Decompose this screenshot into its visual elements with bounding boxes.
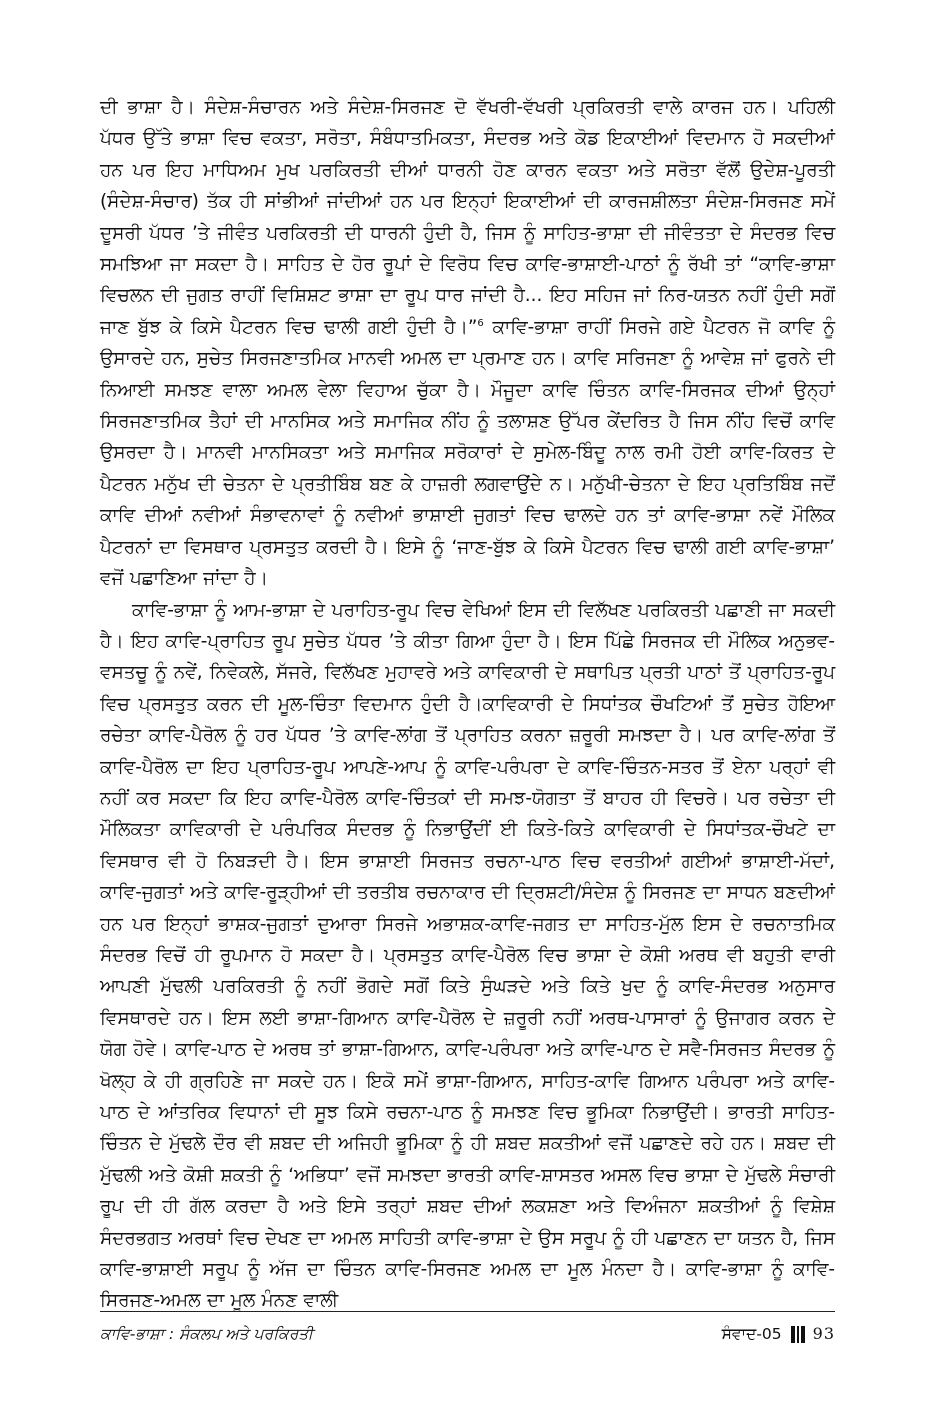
journal-name: ਸੰਵਾਦ-05 bbox=[721, 1325, 782, 1343]
paragraph-text: ਦੀ ਭਾਸ਼ਾ ਹੈ। ਸੰਦੇਸ਼-ਸੰਚਾਰਨ ਅਤੇ ਸੰਦੇਸ਼-ਸਿਰਜਣ ਦੋ ਵੱਖਰੀ-ਵੱਖਰੀ ਪ੍ਰਕਿਰਤੀ ਵਾਲੇ ਕਾਰਜ ਹਨ। ਪਹਿਲੀ ਪੱਧਰ ਉੱਤੇ ਭਾਸ਼ਾ ਵਿਚ ਵਕਤਾ, ਸਰੋਤਾ, ਸੰਬੰਧਾਤਮਿਕਤਾ, ਸੰਦਰਭ ਅਤੇ ਕੋਡ ਇਕਾਈਆਂ ਵਿਦਮਾਨ ਹੋ ਸਕਦੀਆਂ ਹਨ ਪਰ ਇਹ ਮਾਧਿਅਮ ਮੁਖ ਪਰਕਿਰਤੀ ਦੀਆਂ ਧਾਰਨੀ ਹੋਣ ਕਾਰਨ ਵਕਤਾ ਅਤੇ ਸਰੋਤਾ ਵੱਲੋਂ ਉਦੇਸ਼-ਪੂਰਤੀ (ਸੰਦੇਸ਼-ਸੰਚਾਰ) ਤੱਕ ਹੀ ਸਾਂਭੀਆਂ ਜਾਂਦੀਆਂ ਹਨ ਪਰ ਇਨ੍ਹਾਂ ਇਕਾਈਆਂ ਦੀ ਕਾਰਜਸ਼ੀਲਤਾ ਸੰਦੇਸ਼-ਸਿਰਜਣ ਸਮੇਂ ਦੂਸਰੀ ਪੱਧਰ ’ਤੇ ਜੀਵੰਤ ਪਰਕਿਰਤੀ ਦੀ ਧਾਰਨੀ ਹੁੰਦੀ ਹੈ, ਜਿਸ ਨੂੰ ਸਾਹਿਤ-ਭਾਸ਼ਾ ਦੀ ਜੀਵੰਤਤਾ ਦੇ ਸੰਦਰਭ ਵਿਚ ਸਮਝਿਆ ਜਾ ਸਕਦਾ ਹੈ। ਸਾਹਿਤ ਦੇ ਹੋਰ ਰੂਪਾਂ ਦੇ ਵਿਰੋਧ ਵਿਚ ਕਾਵਿ-ਭਾਸ਼ਾਈ-ਪਾਠਾਂ ਨੂੰ ਰੱਖੀ ਤਾਂ “ਕਾਵਿ-ਭਾਸ਼ਾ ਵਿਚਲਨ ਦੀ ਜੁਗਤ ਰਾਹੀਂ ਵਿਸ਼ਿਸ਼ਟ ਭਾਸ਼ਾ ਦਾ ਰੂਪ ਧਾਰ ਜਾਂਦੀ ਹੈ... ਇਹ ਸਹਿਜ ਜਾਂ ਨਿਰ-ਯਤਨ ਨਹੀਂ ਹੁੰਦੀ ਸਗੋਂ ਜਾਣ ਬੁੱਝ ਕੇ ਕਿਸੇ ਪੈਟਰਨ ਵਿਚ ਢਾਲੀ ਗਈ ਹੁੰਦੀ ਹੈ।” bbox=[100, 97, 835, 338]
page-footer bbox=[100, 1322, 835, 1350]
footnote-reference[interactable]: 6 bbox=[477, 317, 484, 329]
running-title: ਕਾਵਿ-ਭਾਸ਼ਾ : ਸੰਕਲਪ ਅਤੇ ਪਰਕਿਰਤੀ bbox=[100, 1325, 313, 1343]
footer-journal-info bbox=[722, 1322, 835, 1346]
body-paragraph bbox=[100, 92, 835, 595]
footer-divider bbox=[100, 1311, 835, 1312]
article-body bbox=[100, 92, 835, 1317]
paragraph-text-continued: ਕਾਵਿ-ਭਾਸ਼ਾ ਰਾਹੀਂ ਸਿਰਜੇ ਗਏ ਪੈਟਰਨ ਜੋ ਕਾਵਿ ਨੂੰ ਉਸਾਰਦੇ ਹਨ, ਸੁਚੇਤ ਸਿਰਜਣਾਤਮਿਕ ਮਾਨਵੀ ਅਮਲ ਦਾ ਪ੍ਰਮਾਣ ਹਨ। ਕਾਵਿ ਸਰਿਜਣਾ ਨੂੰ ਆਵੇਸ਼ ਜਾਂ ਫੁਰਨੇ ਦੀ ਨਿਆਈ ਸਮਝਣ ਵਾਲਾ ਅਮਲ ਵੇਲਾ ਵਿਹਾਅ ਚੁੱਕਾ ਹੈ। ਮੌਜੂਦਾ ਕਾਵਿ ਚਿੰਤਨ ਕਾਵਿ-ਸਿਰਜਕ ਦੀਆਂ ਉਨ੍ਹਾਂ ਸਿਰਜਣਾਤਮਿਕ ਤੈਹਾਂ ਦੀ ਮਾਨਸਿਕ ਅਤੇ ਸਮਾਜਿਕ ਨੀਂਹ ਨੂੰ ਤਲਾਸ਼ਣ ਉੱਪਰ ਕੇਂਦਰਿਤ ਹੈ ਜਿਸ ਨੀਂਹ ਵਿਚੋਂ ਕਾਵਿ ਉਸਰਦਾ ਹੈ। ਮਾਨਵੀ ਮਾਨਸਿਕਤਾ ਅਤੇ ਸਮਾਜਿਕ ਸਰੋਕਾਰਾਂ ਦੇ ਸੁਮੇਲ-ਬਿੰਦੂ ਨਾਲ ਰਮੀ ਹੋਈ ਕਾਵਿ-ਕਿਰਤ ਦੇ ਪੈਟਰਨ ਮਨੁੱਖ ਦੀ ਚੇਤਨਾ ਦੇ ਪ੍ਰਤੀਬਿੰਬ ਬਣ ਕੇ ਹਾਜ਼ਰੀ ਲਗਵਾਉਂਦੇ ਨ। ਮਨੁੱਖੀ-ਚੇਤਨਾ ਦੇ ਇਹ ਪ੍ਰਤਿਬਿੰਬ ਜਦੋਂ ਕਾਵਿ ਦੀਆਂ ਨਵੀਆਂ ਸੰਭਾਵਨਾਵਾਂ ਨੂੰ ਨਵੀਆਂ ਭਾਸ਼ਾਈ ਜੁਗਤਾਂ ਵਿਚ ਢਾਲਦੇ ਹਨ ਤਾਂ ਕਾਵਿ-ਭਾਸ਼ਾ ਨਵੇਂ ਮੌਲਿਕ ਪੈਟਰਨਾਂ ਦਾ ਵਿਸਥਾਰ ਪ੍ਰਸਤੁਤ ਕਰਦੀ ਹੈ। ਇਸੇ ਨੂੰ ‘ਜਾਣ-ਬੁੱਝ ਕੇ ਕਿਸੇ ਪੈਟਰਨ ਵਿਚ ਢਾਲੀ ਗਈ ਕਾਵਿ-ਭਾਸ਼ਾ’ ਵਜੋਂ ਪਛਾਣਿਆ ਜਾਂਦਾ ਹੈ। bbox=[100, 316, 835, 590]
vertical-bars-ornament bbox=[791, 1326, 805, 1343]
page-number: 93 bbox=[812, 1324, 835, 1343]
body-paragraph: ਕਾਵਿ-ਭਾਸ਼ਾ ਨੂੰ ਆਮ-ਭਾਸ਼ਾ ਦੇ ਪਰਾਹਿਤ-ਰੂਪ ਵਿਚ ਵੇਖਿਆਂ ਇਸ ਦੀ ਵਿਲੱਖਣ ਪਰਕਿਰਤੀ ਪਛਾਣੀ ਜਾ ਸਕਦੀ ਹੈ। ਇਹ ਕਾਵਿ-ਪ੍ਰਾਹਿਤ ਰੂਪ ਸੁਚੇਤ ਪੱਧਰ ’ਤੇ ਕੀਤਾ ਗਿਆ ਹੁੰਦਾ ਹੈ। ਇਸ ਪਿੱਛੇ ਸਿਰਜਕ ਦੀ ਮੌਲਿਕ ਅਨੁਭਵ-ਵਸਤਚੂ ਨੂੰ ਨਵੇਂ, ਨਿਵੇਕਲੇ, ਸੱਜਰੇ, ਵਿਲੱਖਣ ਮੁਹਾਵਰੇ ਅਤੇ ਕਾਵਿਕਾਰੀ ਦੇ ਸਥਾਪਿਤ ਪ੍ਰਤੀ ਪਾਠਾਂ ਤੋਂ ਪ੍ਰਾਹਿਤ-ਰੂਪ ਵਿਚ ਪ੍ਰਸਤੁਤ ਕਰਨ ਦੀ ਮੂਲ-ਚਿੰਤਾ ਵਿਦਮਾਨ ਹੁੰਦੀ ਹੈ।ਕਾਵਿਕਾਰੀ ਦੇ ਸਿਧਾਂਤਕ ਚੌਖਟਿਆਂ ਤੋਂ ਸੁਚੇਤ ਹੋਇਆ ਰਚੇਤਾ ਕਾਵਿ-ਪੈਰੋਲ ਨੂੰ ਹਰ ਪੱਧਰ ’ਤੇ ਕਾਵਿ-ਲਾਂਗ ਤੋਂ ਪ੍ਰਾਹਿਤ ਕਰਨਾ ਜ਼ਰੂਰੀ ਸਮਝਦਾ ਹੈ। ਪਰ ਕਾਵਿ-ਲਾਂਗ ਤੋਂ ਕਾਵਿ-ਪੈਰੋਲ ਦਾ ਇਹ ਪ੍ਰਾਹਿਤ-ਰੂਪ ਆਪਣੇ-ਆਪ ਨੂੰ ਕਾਵਿ-ਪਰੰਪਰਾ ਦੇ ਕਾਵਿ-ਚਿੰਤਨ-ਸਤਰ ਤੋਂ ਏਨਾ ਪਰ੍ਹਾਂ ਵੀ ਨਹੀਂ ਕਰ ਸਕਦਾ ਕਿ ਇਹ ਕਾਵਿ-ਪੈਰੋਲ ਕਾਵਿ-ਚਿੰਤਕਾਂ ਦੀ ਸਮਝ-ਯੋਗਤਾ ਤੋਂ ਬਾਹਰ ਹੀ ਵਿਚਰੇ। ਪਰ ਰਚੇਤਾ ਦੀ ਮੌਲਿਕਤਾ ਕਾਵਿਕਾਰੀ ਦੇ ਪਰੰਪਰਿਕ ਸੰਦਰਭ ਨੂੰ ਨਿਭਾਉਂਦੀਂ ਈ ਕਿਤੇ-ਕਿਤੇ ਕਾਵਿਕਾਰੀ ਦੇ ਸਿਧਾਂਤਕ-ਚੌਖਟੇ ਦਾ ਵਿਸਥਾਰ ਵੀ ਹੋ ਨਿਬੜਦੀ ਹੈ। ਇਸ ਭਾਸ਼ਾਈ ਸਿਰਜਤ ਰਚਨਾ-ਪਾਠ ਵਿਚ ਵਰਤੀਆਂ ਗਈਆਂ ਭਾਸ਼ਾਈ-ਮੱਦਾਂ, ਕਾਵਿ-ਜੁਗਤਾਂ ਅਤੇ ਕਾਵਿ-ਰੂੜ੍ਹੀਆਂ ਦੀ ਤਰਤੀਬ ਰਚਨਾਕਾਰ ਦੀ ਦ੍ਰਿਸ਼ਟੀ/ਸੰਦੇਸ਼ ਨੂੰ ਸਿਰਜਣ ਦਾ ਸਾਧਨ ਬਣਦੀਆਂ ਹਨ ਪਰ ਇਨ੍ਹਾਂ ਭਾਸ਼ਕ-ਜੁਗਤਾਂ ਦੁਆਰਾ ਸਿਰਜੇ ਅਭਾਸ਼ਕ-ਕਾਵਿ-ਜਗਤ ਦਾ ਸਾਹਿਤ-ਮੁੱਲ ਇਸ ਦੇ ਰਚਨਾਤਮਿਕ ਸੰਦਰਭ ਵਿਚੋਂ ਹੀ ਰੂਪਮਾਨ ਹੋ ਸਕਦਾ ਹੈ। ਪ੍ਰਸਤੁਤ ਕਾਵਿ-ਪੈਰੋਲ ਵਿਚ ਭਾਸ਼ਾ ਦੇ ਕੋਸ਼ੀ ਅਰਥ ਵੀ ਬਹੁਤੀ ਵਾਰੀ ਆਪਣੀ ਮੁੱਢਲੀ ਪਰਕਿਰਤੀ ਨੂੰ ਨਹੀਂ ਭੋਗਦੇ ਸਗੋਂ ਕਿਤੇ ਸੁੰਘੜਦੇ ਅਤੇ ਕਿਤੇ ਖੁਦ ਨੂੰ ਕਾਵਿ-ਸੰਦਰਭ ਅਨੁਸਾਰ ਵਿਸਥਾਰਦੇ ਹਨ। ਇਸ ਲਈ ਭਾਸ਼ਾ-ਗਿਆਨ ਕਾਵਿ-ਪੈਰੋਲ ਦੇ ਜ਼ਰੂਰੀ ਨਹੀਂ ਅਰਥ-ਪਾਸਾਰਾਂ ਨੂੰ ਉਜਾਗਰ ਕਰਨ ਦੇ ਯੋਗ ਹੋਵੇ। ਕਾਵਿ-ਪਾਠ ਦੇ ਅਰਥ ਤਾਂ ਭਾਸ਼ਾ-ਗਿਆਨ, ਕਾਵਿ-ਪਰੰਪਰਾ ਅਤੇ ਕਾਵਿ-ਪਾਠ ਦੇ ਸਵੈ-ਸਿਰਜਤ ਸੰਦਰਭ ਨੂੰ ਖੋਲ੍ਹ ਕੇ ਹੀ ਗ੍ਰਹਿਣੇ ਜਾ ਸਕਦੇ ਹਨ। ਇਕੋ ਸਮੇਂ ਭਾਸ਼ਾ-ਗਿਆਨ, ਸਾਹਿਤ-ਕਾਵਿ ਗਿਆਨ ਪਰੰਪਰਾ ਅਤੇ ਕਾਵਿ-ਪਾਠ ਦੇ ਆਂਤਰਿਕ ਵਿਧਾਨਾਂ ਦੀ ਸੂਝ ਕਿਸੇ ਰਚਨਾ-ਪਾਠ ਨੂੰ ਸਮਝਣ ਵਿਚ ਭੂਮਿਕਾ ਨਿਭਾਉਂਦੀ। ਭਾਰਤੀ ਸਾਹਿਤ-ਚਿੰਤਨ ਦੇ ਮੁੱਢਲੇ ਦੌਰ ਵੀ ਸ਼ਬਦ ਦੀ ਅਜਿਹੀ ਭੂਮਿਕਾ ਨੂੰ ਹੀ ਸ਼ਬਦ ਸ਼ਕਤੀਆਂ ਵਜੋਂ ਪਛਾਣਦੇ ਰਹੇ ਹਨ। ਸ਼ਬਦ ਦੀ ਮੁੱਢਲੀ ਅਤੇ ਕੋਸ਼ੀ ਸ਼ਕਤੀ ਨੂੰ ‘ਅਭਿਧਾ’ ਵਜੋਂ ਸਮਝਦਾ ਭਾਰਤੀ ਕਾਵਿ-ਸ਼ਾਸਤਰ ਅਸਲ ਵਿਚ ਭਾਸ਼ਾ ਦੇ ਮੁੱਢਲੇ ਸੰਚਾਰੀ ਰੂਪ ਦੀ ਹੀ ਗੱਲ ਕਰਦਾ ਹੈ ਅਤੇ ਇਸੇ ਤਰ੍ਹਾਂ ਸ਼ਬਦ ਦੀਆਂ ਲਕਸ਼ਣਾ ਅਤੇ ਵਿਅੰਜਨਾ ਸ਼ਕਤੀਆਂ ਨੂੰ ਵਿਸ਼ੇਸ਼ ਸੰਦਰਭਗਤ ਅਰਥਾਂ ਵਿਚ ਦੇਖਣ ਦਾ ਅਮਲ ਸਾਹਿਤੀ ਕਾਵਿ-ਭਾਸ਼ਾ ਦੇ ਉਸ ਸਰੂਪ ਨੂੰ ਹੀ ਪਛਾਣਨ ਦਾ ਯਤਨ ਹੈ, ਜਿਸ ਕਾਵਿ-ਭਾਸ਼ਾਈ ਸਰੂਪ ਨੂੰ ਅੱਜ ਦਾ ਚਿੰਤਨ ਕਾਵਿ-ਸਿਰਜਣ ਅਮਲ ਦਾ ਮੂਲ ਮੰਨਦਾ ਹੈ। ਕਾਵਿ-ਭਾਸ਼ਾ ਨੂੰ ਕਾਵਿ-ਸਿਰਜਣ-ਅਮਲ ਦਾ ਮੂਲ ਮੰਨਣ ਵਾਲੀ bbox=[100, 599, 835, 1312]
